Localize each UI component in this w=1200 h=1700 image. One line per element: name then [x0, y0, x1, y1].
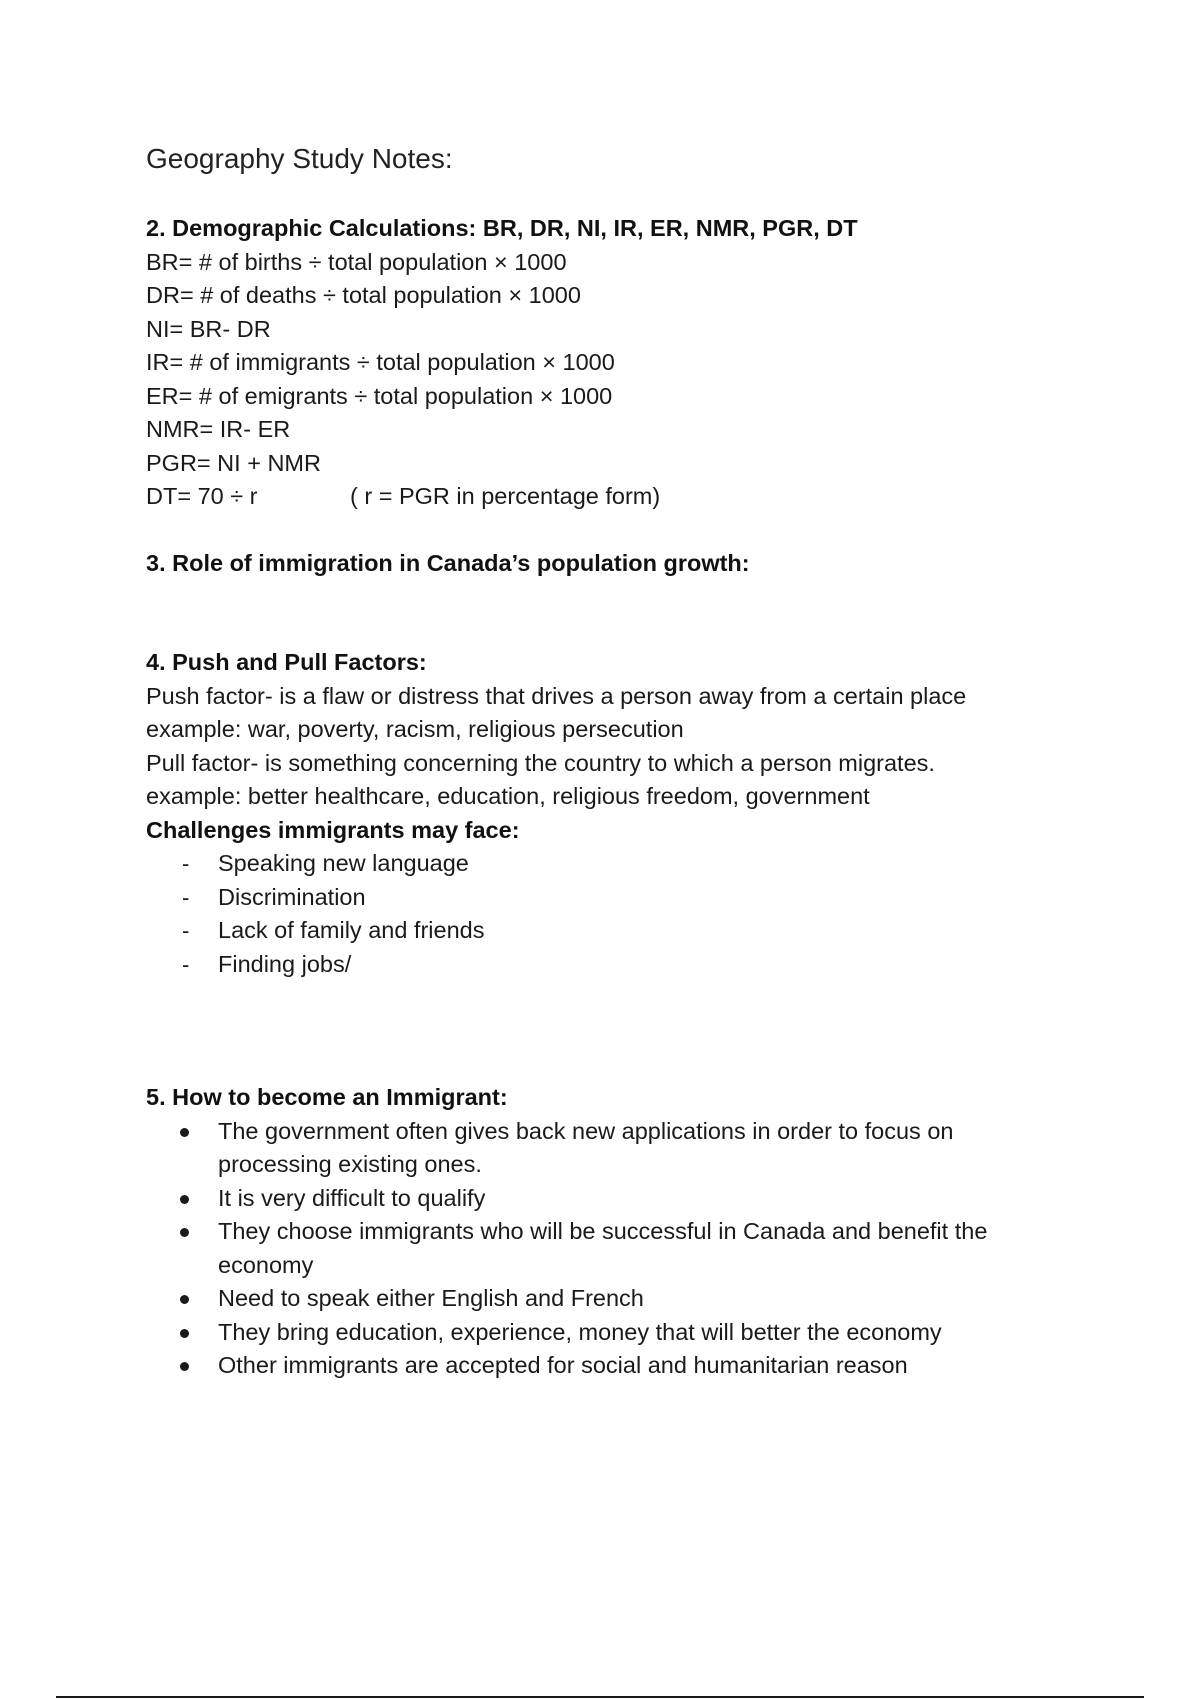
list-item: - Speaking new language — [146, 847, 1046, 881]
challenges-heading: Challenges immigrants may face: — [146, 816, 520, 843]
list-item: The government often gives back new applications in order to focus on processing existing ones. — [146, 1115, 1046, 1182]
formula-dt-note: ( r = PGR in percentage form) — [350, 483, 661, 509]
list-item: It is very difficult to qualify — [146, 1182, 1046, 1216]
bullet-icon — [180, 1195, 189, 1204]
formula-dt: DT= 70 ÷ r — [146, 483, 258, 509]
section-heading: 4. Push and Pull Factors: — [146, 649, 427, 675]
formula-nmr: NMR= IR- ER — [146, 416, 291, 442]
page-title: Geography Study Notes: — [146, 143, 453, 174]
dash-marker: - — [182, 918, 190, 943]
formula-ni: NI= BR- DR — [146, 315, 271, 342]
formula-dr: DR= # of deaths ÷ total population × 1000 — [146, 282, 581, 308]
document-body — [146, 142, 1046, 1383]
section-heading: 3. Role of immigration in Canada’s population growth: — [146, 549, 750, 576]
dash-marker: - — [182, 951, 190, 977]
section-role-of-immigration — [146, 547, 1046, 581]
bullet-icon — [180, 1128, 189, 1137]
bullet-icon — [180, 1329, 189, 1338]
challenges-list — [146, 847, 1046, 981]
formula-br: BR= # of births ÷ total population × 1000 — [146, 248, 567, 275]
page-bottom-divider — [56, 1696, 1144, 1698]
formula-er: ER= # of emigrants ÷ total population × 1000 — [146, 382, 613, 409]
dash-marker: - — [182, 851, 190, 876]
list-item: Need to speak either English and French — [146, 1282, 1046, 1316]
push-factor-example: example: war, poverty, racism, religious persecution — [146, 716, 684, 742]
list-item: They choose immigrants who will be successful in Canada and benefit the economy — [146, 1215, 1046, 1282]
list-item: - Lack of family and friends — [146, 914, 1046, 948]
bullet-icon — [180, 1362, 189, 1371]
section-push-pull-factors — [146, 646, 1046, 981]
list-item: - Discrimination — [146, 881, 1046, 915]
push-factor-definition: Push factor- is a flaw or distress that drives a person away from a certain place — [146, 682, 967, 709]
list-item: They bring education, experience, money that will better the economy — [146, 1316, 1046, 1350]
pull-factor-definition: Pull factor- is something concerning the country to which a person migrates. — [146, 749, 935, 776]
section-demographic-calculations — [146, 212, 1046, 514]
list-item: Other immigrants are accepted for social and humanitarian reason — [146, 1349, 1046, 1383]
formula-pgr: PGR= NI + NMR — [146, 449, 321, 476]
bullet-icon — [180, 1228, 189, 1237]
dash-marker: - — [182, 884, 190, 910]
immigration-points-list — [146, 1115, 1046, 1383]
section-heading: 2. Demographic Calculations: BR, DR, NI, IR, ER, NMR, PGR, DT — [146, 215, 858, 241]
pull-factor-example: example: better healthcare, education, religious freedom, government — [146, 783, 870, 809]
formula-dt-row — [146, 480, 1046, 514]
formula-ir: IR= # of immigrants ÷ total population × 1000 — [146, 349, 615, 375]
bullet-icon — [180, 1295, 189, 1304]
list-item: - Finding jobs/ — [146, 948, 1046, 982]
section-heading: 5. How to become an Immigrant: — [146, 1084, 508, 1110]
section-how-to-become-immigrant — [146, 1081, 1046, 1383]
